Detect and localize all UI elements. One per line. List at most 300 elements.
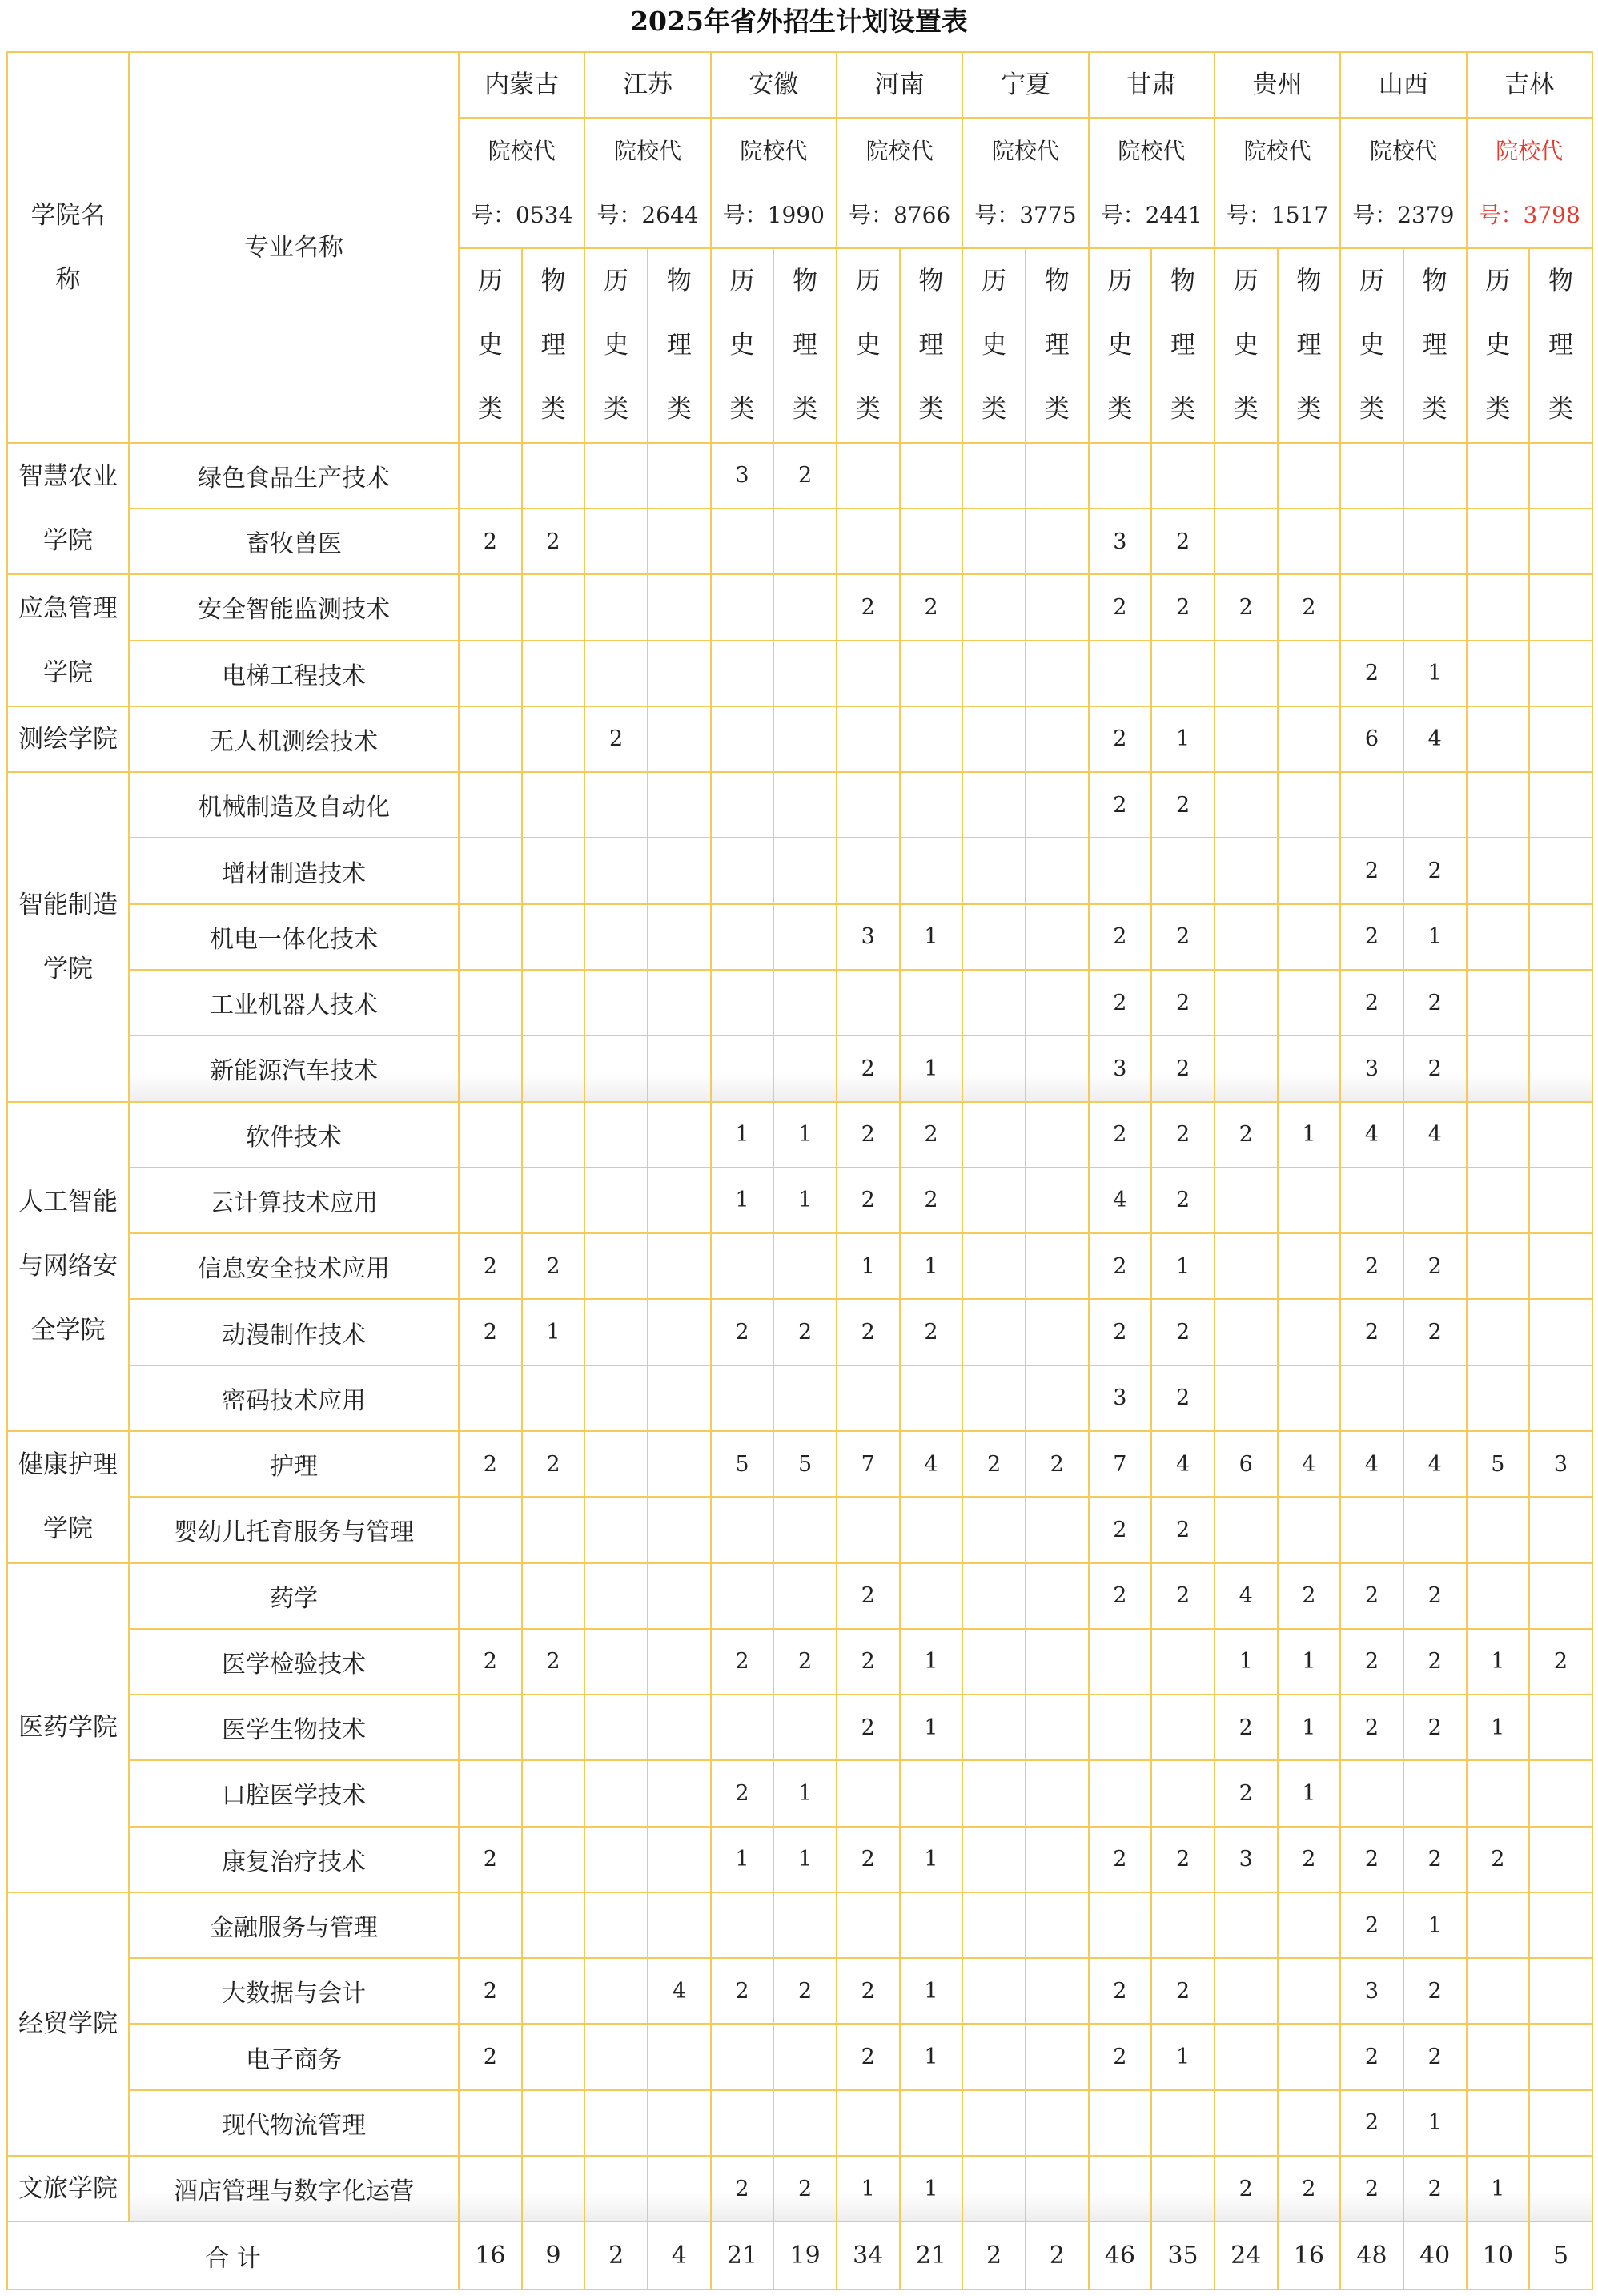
total-cell: 16	[1278, 2222, 1341, 2290]
category-char: 物	[1296, 267, 1322, 296]
quota-cell: 2	[1403, 1035, 1467, 1101]
quota-cell	[522, 1035, 585, 1101]
physics-category-header	[773, 248, 837, 443]
quota-cell	[711, 1892, 774, 1958]
college-name-cell	[7, 1563, 129, 1892]
quota-cell: 2	[773, 1958, 837, 2024]
major-name-cell: 畜牧兽医	[129, 509, 459, 574]
quota-cell	[837, 1497, 900, 1562]
quota-cell: 2	[1089, 1233, 1152, 1299]
category-char: 物	[1044, 267, 1070, 296]
quota-cell	[584, 1035, 648, 1101]
college-name-line: 全学院	[30, 1316, 106, 1345]
quota-cell	[459, 1892, 522, 1958]
major-name-cell: 绿色食品生产技术	[129, 443, 459, 509]
quota-cell: 1	[773, 1102, 837, 1168]
major-name-cell: 增材制造技术	[129, 838, 459, 903]
major-column-header: 专业名称	[129, 52, 459, 443]
quota-cell: 2	[1529, 1629, 1592, 1695]
quota-cell	[1467, 1760, 1530, 1826]
quota-cell: 2	[1151, 1497, 1215, 1562]
quota-cell	[648, 509, 711, 574]
quota-cell	[522, 970, 585, 1035]
quota-cell	[1026, 1233, 1089, 1299]
college-name-line: 学院	[43, 1514, 93, 1544]
quota-cell	[1529, 1497, 1592, 1562]
quota-cell	[711, 1233, 774, 1299]
physics-category-header	[1529, 248, 1592, 443]
major-name-cell: 信息安全技术应用	[129, 1233, 459, 1299]
quota-cell: 1	[1278, 1760, 1341, 1826]
quota-cell: 1	[1403, 641, 1467, 706]
quota-cell	[1215, 1958, 1278, 2024]
quota-cell	[584, 1892, 648, 1958]
college-name-line: 与网络安	[18, 1252, 118, 1281]
quota-cell	[1215, 1892, 1278, 1958]
quota-cell: 5	[711, 1431, 774, 1497]
quota-cell	[522, 641, 585, 706]
category-char: 史	[477, 331, 503, 360]
quota-cell	[459, 2156, 522, 2222]
table-row	[7, 1299, 1592, 1365]
quota-cell	[1529, 443, 1592, 509]
quota-cell	[1467, 838, 1530, 903]
college-name-cell	[7, 1892, 129, 2156]
quota-cell: 2	[773, 1299, 837, 1365]
physics-category-header	[648, 248, 711, 443]
major-name-cell: 无人机测绘技术	[129, 706, 459, 772]
quota-cell	[1278, 1892, 1341, 1958]
total-cell: 16	[459, 2222, 522, 2290]
quota-cell: 5	[1467, 1431, 1530, 1497]
quota-cell	[1026, 1365, 1089, 1431]
quota-cell: 1	[900, 2024, 963, 2089]
major-name-cell: 机电一体化技术	[129, 904, 459, 970]
quota-cell: 1	[1403, 904, 1467, 970]
quota-cell	[1467, 509, 1530, 574]
quota-cell	[459, 1563, 522, 1629]
quota-cell	[962, 838, 1026, 903]
category-char: 历	[729, 267, 755, 296]
quota-cell: 2	[459, 1827, 522, 1892]
quota-cell: 1	[1403, 2090, 1467, 2156]
quota-cell: 2	[1151, 1035, 1215, 1101]
quota-cell: 2	[1403, 1629, 1467, 1695]
quota-cell	[1467, 772, 1530, 838]
quota-cell	[711, 838, 774, 903]
quota-cell: 2	[459, 1299, 522, 1365]
quota-cell	[522, 1102, 585, 1168]
quota-cell: 2	[1340, 1827, 1403, 1892]
school-code-cell	[1340, 118, 1466, 248]
quota-cell	[1403, 1760, 1467, 1826]
quota-cell	[1026, 1695, 1089, 1760]
quota-cell	[1529, 2024, 1592, 2089]
table-row	[7, 1035, 1592, 1101]
college-name-line: 测绘学院	[18, 724, 118, 754]
quota-cell: 1	[900, 1827, 963, 1892]
category-char: 类	[1359, 395, 1385, 424]
text-line: 院校代	[865, 137, 934, 164]
quota-cell: 2	[837, 1035, 900, 1101]
table-row	[7, 509, 1592, 574]
category-char: 理	[1422, 331, 1447, 360]
quota-cell	[459, 1035, 522, 1101]
quota-cell	[1215, 509, 1278, 574]
quota-cell: 1	[1467, 2156, 1530, 2222]
total-cell: 10	[1467, 2222, 1530, 2290]
major-name-cell: 康复治疗技术	[129, 1827, 459, 1892]
total-cell: 34	[837, 2222, 900, 2290]
category-char: 历	[1233, 267, 1259, 296]
quota-cell	[648, 1431, 711, 1497]
quota-cell	[837, 1365, 900, 1431]
quota-cell	[522, 1958, 585, 2024]
quota-cell	[1278, 1035, 1341, 1101]
quota-cell: 2	[1089, 574, 1152, 640]
quota-cell	[1278, 1233, 1341, 1299]
quota-cell	[1151, 1695, 1215, 1760]
quota-cell	[1026, 838, 1089, 903]
quota-cell	[584, 641, 648, 706]
quota-cell	[1529, 1299, 1592, 1365]
quota-cell: 2	[711, 1629, 774, 1695]
quota-cell	[1026, 706, 1089, 772]
category-char: 理	[918, 331, 944, 360]
category-char: 历	[604, 267, 629, 296]
province-header: 吉林	[1467, 52, 1592, 118]
quota-cell: 2	[459, 1233, 522, 1299]
quota-cell	[773, 772, 837, 838]
quota-cell	[1215, 904, 1278, 970]
quota-cell: 2	[1151, 1102, 1215, 1168]
quota-cell: 4	[648, 1958, 711, 2024]
quota-cell	[837, 838, 900, 903]
quota-cell	[1151, 1629, 1215, 1695]
table-row	[7, 1168, 1592, 1233]
quota-cell	[1403, 1497, 1467, 1562]
quota-cell	[522, 1892, 585, 1958]
category-char: 史	[729, 331, 755, 360]
major-name-cell: 电子商务	[129, 2024, 459, 2089]
quota-cell: 1	[773, 1168, 837, 1233]
category-char: 类	[855, 395, 881, 424]
quota-cell	[584, 838, 648, 903]
table-row	[7, 2156, 1592, 2222]
category-char: 史	[604, 331, 629, 360]
quota-cell: 2	[1340, 641, 1403, 706]
college-column-header	[7, 52, 129, 443]
quota-cell	[1467, 904, 1530, 970]
quota-cell: 2	[773, 2156, 837, 2222]
table-row	[7, 706, 1592, 772]
history-category-header	[1340, 248, 1403, 443]
quota-cell	[584, 1233, 648, 1299]
quota-cell: 2	[900, 1168, 963, 1233]
school-code-cell	[1089, 118, 1215, 248]
quota-cell	[711, 2090, 774, 2156]
quota-cell: 2	[1340, 2024, 1403, 2089]
quota-cell: 1	[1467, 1629, 1530, 1695]
total-cell: 40	[1403, 2222, 1467, 2290]
quota-cell	[773, 1365, 837, 1431]
quota-cell	[1089, 1695, 1152, 1760]
quota-cell	[773, 1695, 837, 1760]
quota-cell	[711, 1365, 774, 1431]
quota-cell	[1026, 509, 1089, 574]
quota-cell	[1529, 838, 1592, 903]
quota-cell	[1403, 1168, 1467, 1233]
quota-cell	[1467, 443, 1530, 509]
quota-cell	[711, 574, 774, 640]
school-code-cell	[1215, 118, 1340, 248]
text-line: 号：1990	[722, 201, 825, 228]
category-char: 史	[855, 331, 881, 360]
category-char: 史	[1359, 331, 1385, 360]
quota-cell	[1467, 2024, 1530, 2089]
quota-cell: 4	[1340, 1431, 1403, 1497]
quota-cell	[522, 2156, 585, 2222]
quota-cell: 3	[1089, 509, 1152, 574]
quota-cell	[1026, 574, 1089, 640]
college-name-line: 人工智能	[18, 1188, 118, 1217]
major-name-cell: 机械制造及自动化	[129, 772, 459, 838]
table-row	[7, 1629, 1592, 1695]
table-row	[7, 2090, 1592, 2156]
quota-cell	[648, 574, 711, 640]
quota-cell	[648, 1892, 711, 1958]
quota-cell	[459, 1102, 522, 1168]
category-char: 类	[1233, 395, 1259, 424]
history-category-header	[962, 248, 1026, 443]
quota-cell	[1089, 838, 1152, 903]
total-cell: 35	[1151, 2222, 1215, 2290]
quota-cell	[1340, 1365, 1403, 1431]
category-char: 类	[1548, 395, 1573, 424]
quota-cell	[459, 970, 522, 1035]
quota-cell	[1026, 1760, 1089, 1826]
quota-cell	[1340, 509, 1403, 574]
quota-cell	[584, 2156, 648, 2222]
table-row	[7, 1431, 1592, 1497]
text-line: 号：2644	[596, 201, 699, 228]
quota-cell	[522, 1497, 585, 1562]
category-char: 历	[1485, 267, 1511, 296]
school-code-cell	[962, 118, 1088, 248]
quota-cell	[773, 1035, 837, 1101]
quota-cell: 2	[459, 509, 522, 574]
school-code-cell	[711, 118, 837, 248]
quota-cell: 3	[837, 904, 900, 970]
text-line: 号：2441	[1100, 201, 1203, 228]
quota-cell	[1467, 2090, 1530, 2156]
quota-cell	[522, 574, 585, 640]
quota-cell	[1278, 2024, 1341, 2089]
quota-cell	[837, 706, 900, 772]
quota-cell	[459, 1365, 522, 1431]
quota-cell: 2	[773, 443, 837, 509]
quota-cell	[1215, 1365, 1278, 1431]
quota-cell	[1467, 1563, 1530, 1629]
quota-cell: 4	[1340, 1102, 1403, 1168]
quota-cell	[1026, 1299, 1089, 1365]
quota-cell	[962, 1365, 1026, 1431]
quota-cell	[962, 904, 1026, 970]
quota-cell: 2	[1340, 1563, 1403, 1629]
major-name-cell: 工业机器人技术	[129, 970, 459, 1035]
quota-cell	[648, 706, 711, 772]
quota-cell	[584, 1760, 648, 1826]
province-header: 内蒙古	[459, 52, 584, 118]
category-char: 类	[982, 395, 1007, 424]
physics-category-header	[1278, 248, 1341, 443]
quota-cell	[962, 1233, 1026, 1299]
category-char: 史	[1485, 331, 1511, 360]
quota-cell: 2	[522, 1431, 585, 1497]
quota-cell	[522, 1365, 585, 1431]
quota-cell	[1278, 772, 1341, 838]
quota-cell	[459, 772, 522, 838]
quota-cell	[1529, 1892, 1592, 1958]
history-category-header	[459, 248, 522, 443]
quota-cell: 7	[1089, 1431, 1152, 1497]
quota-cell	[900, 509, 963, 574]
quota-cell: 2	[1151, 1958, 1215, 2024]
quota-cell	[1278, 1497, 1341, 1562]
quota-cell	[1089, 1629, 1152, 1695]
quota-cell	[773, 1497, 837, 1562]
total-cell: 48	[1340, 2222, 1403, 2290]
quota-cell: 2	[1403, 970, 1467, 1035]
quota-cell	[1026, 641, 1089, 706]
quota-cell	[711, 1497, 774, 1562]
college-name-line: 学院	[43, 526, 93, 555]
total-cell: 21	[711, 2222, 774, 2290]
major-name-cell: 现代物流管理	[129, 2090, 459, 2156]
quota-cell	[1340, 1497, 1403, 1562]
quota-cell	[1089, 641, 1152, 706]
major-name-cell: 护理	[129, 1431, 459, 1497]
category-char: 类	[729, 395, 755, 424]
quota-cell	[459, 2090, 522, 2156]
total-cell: 5	[1529, 2222, 1592, 2290]
quota-cell	[1529, 706, 1592, 772]
quota-cell	[459, 706, 522, 772]
total-cell: 46	[1089, 2222, 1152, 2290]
college-name-line: 学院	[43, 954, 93, 983]
major-name-cell: 酒店管理与数字化运营	[129, 2156, 459, 2222]
quota-cell: 1	[711, 1102, 774, 1168]
quota-cell	[711, 772, 774, 838]
quota-cell	[1278, 509, 1341, 574]
quota-cell: 2	[1340, 970, 1403, 1035]
quota-cell	[1340, 772, 1403, 838]
quota-cell: 6	[1340, 706, 1403, 772]
quota-cell: 2	[1278, 1827, 1341, 1892]
quota-cell	[773, 2024, 837, 2089]
quota-cell: 2	[837, 2024, 900, 2089]
quota-cell	[648, 443, 711, 509]
quota-cell	[648, 1102, 711, 1168]
quota-cell: 2	[459, 2024, 522, 2089]
quota-cell	[837, 772, 900, 838]
quota-cell	[1215, 443, 1278, 509]
physics-category-header	[1403, 248, 1467, 443]
quota-cell: 1	[1278, 1102, 1341, 1168]
category-char: 历	[982, 267, 1007, 296]
quota-cell	[962, 970, 1026, 1035]
college-name-line: 学院	[43, 657, 93, 687]
quota-cell: 2	[1278, 574, 1341, 640]
quota-cell: 2	[1089, 904, 1152, 970]
quota-cell: 2	[837, 1827, 900, 1892]
major-name-cell: 密码技术应用	[129, 1365, 459, 1431]
quota-cell: 2	[1467, 1827, 1530, 1892]
quota-cell	[648, 1299, 711, 1365]
quota-cell	[1340, 443, 1403, 509]
quota-cell	[1215, 772, 1278, 838]
quota-cell	[837, 1760, 900, 1826]
major-name-cell: 云计算技术应用	[129, 1168, 459, 1233]
quota-cell	[648, 1233, 711, 1299]
category-char: 史	[982, 331, 1007, 360]
quota-cell: 2	[1403, 1299, 1467, 1365]
quota-cell	[962, 1563, 1026, 1629]
table-row	[7, 1695, 1592, 1760]
quota-cell: 2	[837, 1958, 900, 2024]
quota-cell	[584, 1958, 648, 2024]
quota-cell	[1026, 2156, 1089, 2222]
quota-cell	[900, 1760, 963, 1826]
category-char: 类	[666, 395, 692, 424]
total-cell: 19	[773, 2222, 837, 2290]
quota-cell	[1278, 641, 1341, 706]
quota-cell	[1529, 970, 1592, 1035]
major-name-cell: 安全智能监测技术	[129, 574, 459, 640]
quota-cell	[962, 443, 1026, 509]
quota-cell	[900, 1365, 963, 1431]
category-char: 类	[1296, 395, 1322, 424]
quota-cell	[1026, 772, 1089, 838]
quota-cell	[1529, 1958, 1592, 2024]
quota-cell: 1	[1151, 1233, 1215, 1299]
province-header: 宁夏	[962, 52, 1088, 118]
quota-cell	[900, 641, 963, 706]
quota-cell	[962, 2024, 1026, 2089]
quota-cell	[773, 1892, 837, 1958]
quota-cell	[1026, 2024, 1089, 2089]
quota-cell	[900, 1892, 963, 1958]
quota-cell: 2	[1151, 772, 1215, 838]
quota-cell: 2	[711, 1958, 774, 2024]
quota-cell	[459, 904, 522, 970]
quota-cell: 4	[900, 1431, 963, 1497]
category-char: 类	[1422, 395, 1447, 424]
quota-cell	[459, 1168, 522, 1233]
quota-cell: 2	[1089, 1563, 1152, 1629]
quota-cell	[584, 1629, 648, 1695]
quota-cell	[648, 2156, 711, 2222]
quota-cell	[584, 772, 648, 838]
category-char: 理	[666, 331, 692, 360]
quota-cell	[711, 1035, 774, 1101]
quota-cell	[837, 641, 900, 706]
quota-cell	[584, 1102, 648, 1168]
quota-cell	[1529, 2156, 1592, 2222]
quota-cell: 4	[1089, 1168, 1152, 1233]
quota-cell: 2	[1151, 904, 1215, 970]
province-header: 甘肃	[1089, 52, 1215, 118]
